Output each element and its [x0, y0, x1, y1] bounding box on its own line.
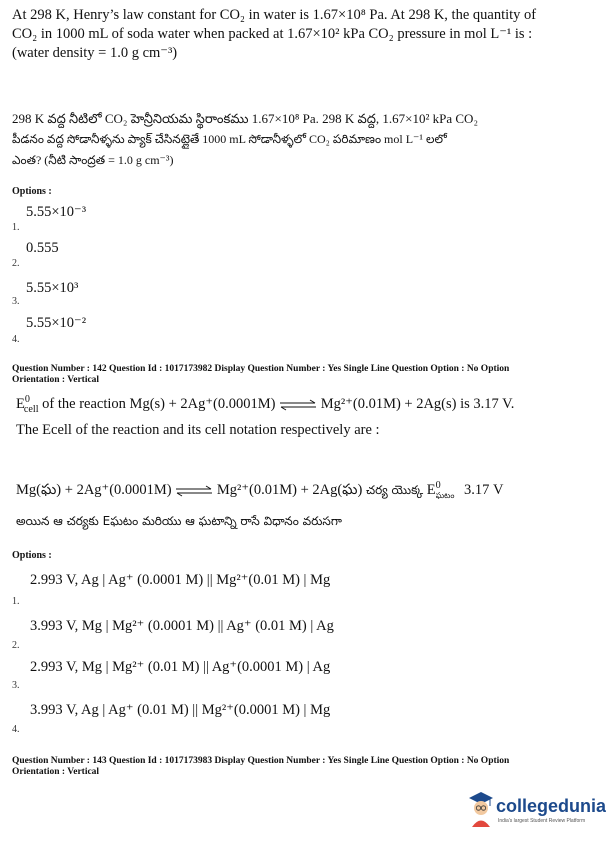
reaction-right: Mg²⁺(0.01M) + 2Ag(s): [320, 395, 457, 412]
reaction-left: Mg(ఘ) + 2Ag⁺(0.0001M): [16, 481, 172, 498]
q1-option-number: 4.: [12, 334, 20, 345]
e-cell-symbol: $E^0_{cell}$: [16, 394, 39, 415]
q2-options-label: Options :: [12, 550, 52, 561]
q2-telugu-line1: [16, 480, 504, 502]
q1-english-line: (water density = 1.0 g cm⁻³): [12, 45, 178, 61]
q2-option-text[interactable]: 3.993 V, Mg | Mg²⁺ (0.0001 M) || Ag⁺ (0.01 M) | Ag: [30, 618, 334, 634]
q2-option-text[interactable]: 2.993 V, Ag | Ag⁺ (0.0001 M) || Mg²⁺(0.01 M) | Mg: [30, 572, 331, 588]
q2-option-number: 1.: [12, 596, 20, 607]
telugu-text: చర్య యొక్క: [365, 482, 424, 497]
question-meta-line: Question Number : 142 Question Id : 1017173982 Display Question Number : Yes Single Line Question Option : No Option: [12, 364, 510, 374]
q2-english-line2: The Ecell of the reaction and its cell notation respectively are :: [16, 422, 380, 438]
q1-english-line: CO₂ in 1000 mL of soda water when packed at 1.67×10² kPa CO₂ pressure in mol L⁻¹ is :: [12, 26, 533, 42]
q2-english-line1: $E^0_{cell}$ of the reaction Mg(s) + 2Ag⁺(0.0001M) Mg²⁺(0.01M) + 2Ag(s) is 3.17 V.: [16, 394, 515, 415]
q2-option-text[interactable]: 3.993 V, Ag | Ag⁺ (0.01 M) || Mg²⁺(0.0001 M) | Mg: [30, 702, 331, 718]
q2-option-number: 4.: [12, 724, 20, 735]
q2-option-number: 3.: [12, 680, 20, 691]
logo-tagline: India's largest Student Review Platform: [498, 818, 586, 824]
equilibrium-arrow-icon: [279, 396, 321, 412]
q1-option-number: 3.: [12, 296, 20, 307]
equilibrium-arrow-icon: [175, 482, 217, 498]
q2-telugu-line2: అయిన ఆ చర్యకు Eఘటం మరియు ఆ ఘటాన్ని రాసే విధానం వరుసగా: [16, 514, 342, 528]
question-meta: [12, 756, 587, 778]
reaction-left: Mg(s) + 2Ag⁺(0.0001M): [129, 395, 276, 412]
q1-english-line: At 298 K, Henry’s law constant for CO₂ in water is 1.67×10⁸ Pa. At 298 K, the quantity of: [12, 7, 537, 23]
reaction-right: Mg²⁺(0.01M) + 2Ag(ఘ): [216, 481, 363, 498]
student-mascot-icon: [468, 790, 494, 828]
q1-telugu-line: పీడనం వద్ద సోడానీళ్ళను ప్యాక్ చేసినట్లైతే 1000 mL సోడానీళ్ళలో CO₂ పరిమాణం mol L⁻¹ లలో: [12, 132, 447, 146]
q2-option-number: 2.: [12, 640, 20, 651]
q2-option-text[interactable]: 2.993 V, Mg | Mg²⁺ (0.01 M) || Ag⁺(0.0001 M) | Ag: [30, 659, 331, 675]
q1-option-number: 2.: [12, 258, 20, 269]
q1-option-text[interactable]: 5.55×10³: [26, 280, 79, 296]
q1-options-label: Options :: [12, 186, 52, 197]
q1-option-text[interactable]: 0.555: [26, 240, 59, 256]
question-meta-line: Question Number : 143 Question Id : 1017173983 Display Question Number : Yes Single Line Question Option : No Option: [12, 756, 510, 766]
q1-option-text[interactable]: 5.55×10⁻³: [26, 204, 87, 220]
question-meta: [12, 364, 587, 386]
q1-telugu-line: 298 K వద్ద నీటిలో CO₂ హెన్రీనియమ స్థిరాంకము 1.67×10⁸ Pa. 298 K వద్ద, 1.67×10² kPa CO₂: [12, 111, 478, 126]
e-cell-symbol: $E^0_{ఘటం}$: [426, 480, 455, 500]
q1-english: [12, 6, 587, 63]
cell-value: 3.17 V: [464, 481, 504, 498]
collegedunia-logo[interactable]: [468, 790, 606, 832]
question-meta-line: Orientation : Vertical: [12, 767, 100, 777]
logo-wordmark: collegedunia: [496, 796, 606, 816]
q1-option-text[interactable]: 5.55×10⁻²: [26, 315, 87, 331]
q1-telugu-line: ఎంత? (నీటి సాంద్రత = 1.0 g cm⁻³): [12, 153, 174, 167]
q1-option-number: 1.: [12, 222, 20, 233]
q1-telugu: [12, 108, 587, 171]
question-meta-line: Orientation : Vertical: [12, 375, 100, 385]
